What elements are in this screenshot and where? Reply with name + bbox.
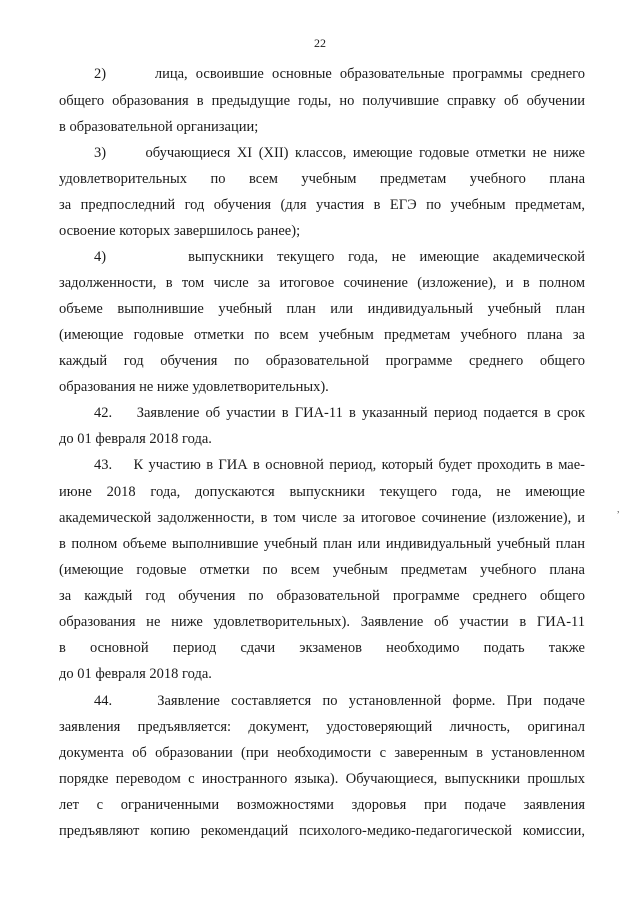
text-line: в полном объеме выполнившие учебный план или индивидуальный учебный план — [59, 536, 585, 552]
text-line: образования не ниже удовлетворительных). — [59, 379, 329, 395]
text-line: 4) выпускники текущего года, не имеющие академической — [94, 249, 585, 265]
text-line: задолженности, в том числе за итоговое сочинение (изложение), и в полном — [59, 275, 585, 291]
text-line: до 01 февраля 2018 года. — [59, 431, 212, 447]
text-line: каждый год обучения по образовательной программе среднего общего — [59, 353, 585, 369]
text-line: за предпоследний год обучения (для участия в ЕГЭ по учебным предметам, — [59, 197, 585, 213]
text-line: 43. К участию в ГИА в основной период, который будет проходить в мае- — [94, 457, 585, 473]
text-line: академической задолженности, в том числе за итоговое сочинение (изложение), и — [59, 510, 585, 526]
text-line: до 01 февраля 2018 года. — [59, 666, 212, 682]
text-line: июне 2018 года, допускаются выпускники текущего года, не имеющие — [59, 484, 585, 500]
text-line: предъявляют копию рекомендаций психолого-медико-педагогической комиссии, — [59, 823, 585, 839]
text-line: (имеющие годовые отметки по всем учебным предметам учебного плана — [59, 562, 585, 578]
text-line: в основной период сдачи экзаменов необходимо подать также — [59, 640, 585, 656]
text-line: освоение которых завершилось ранее); — [59, 223, 301, 239]
text-line: образования не ниже удовлетворительных). Заявление об участии в ГИА-11 — [59, 614, 585, 630]
text-line: в образовательной организации; — [59, 119, 259, 135]
text-line: порядке переводом с иностранного языка). Обучающиеся, выпускники прошлых — [59, 771, 585, 787]
text-line: 42. Заявление об участии в ГИА-11 в указанный период подается в срок — [94, 405, 585, 421]
text-line: 44. Заявление составляется по установленной форме. При подаче — [94, 693, 585, 709]
text-line: лет с ограниченными возможностями здоровья при подаче заявления — [59, 797, 585, 813]
text-line: (имеющие годовые отметки по всем учебным предметам учебного плана за — [59, 327, 585, 343]
page-number: 22 — [314, 36, 326, 50]
text-line: объеме выполнившие учебный план или индивидуальный учебный план — [59, 301, 585, 317]
scan-mark: , — [617, 504, 620, 515]
text-line: 2) лица, освоившие основные образовательные программы среднего — [94, 66, 585, 82]
text-line: удовлетворительных по всем учебным предметам учебного плана — [59, 171, 585, 187]
text-line: документа об образовании (при необходимости с заверенным в установленном — [59, 745, 585, 761]
text-line: 3) обучающиеся XI (XII) классов, имеющие годовые отметки не ниже — [94, 145, 585, 161]
text-line: заявления предъявляется: документ, удостоверяющий личность, оригинал — [59, 719, 585, 735]
text-line: общего образования в предыдущие годы, но получившие справку об обучении — [59, 93, 585, 109]
text-line: за каждый год обучения по образовательной программе среднего общего — [59, 588, 585, 604]
